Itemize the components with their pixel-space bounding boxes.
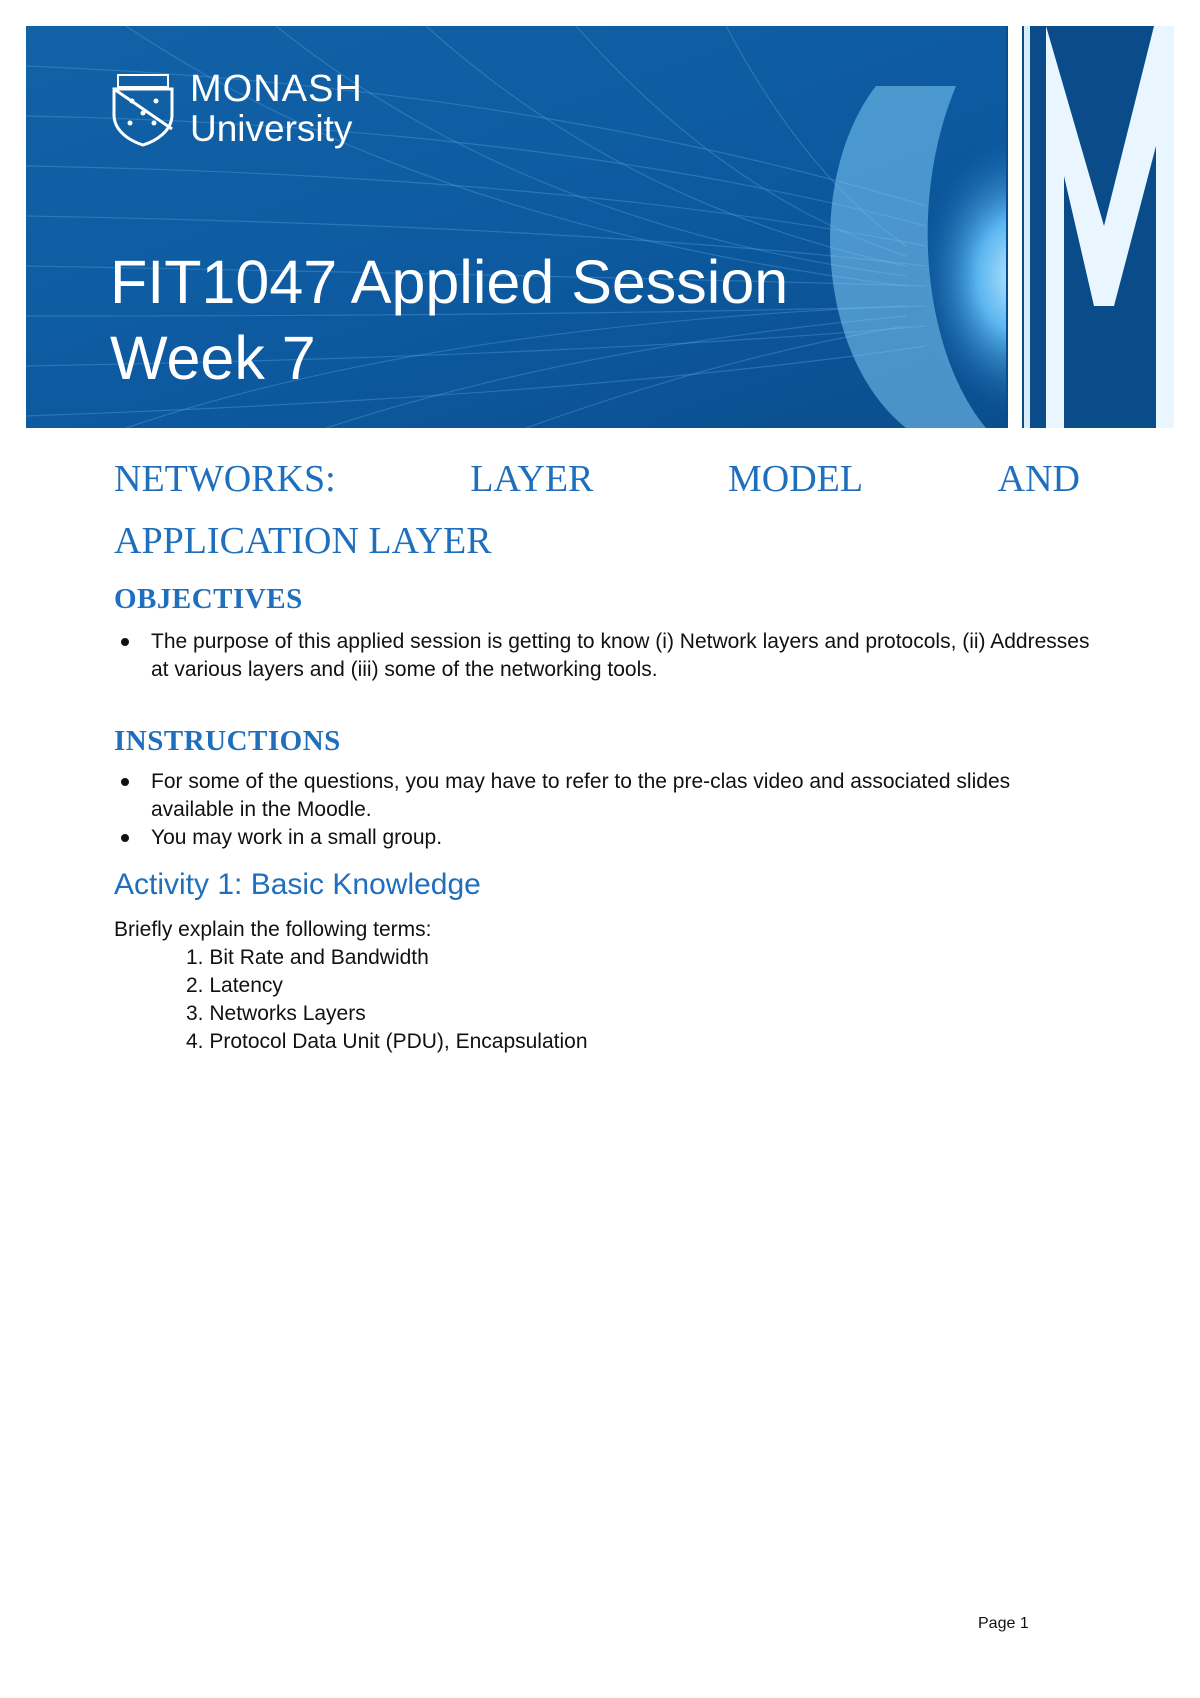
title-word-3: MODEL <box>727 458 864 500</box>
title-word-1: NETWORKS: <box>114 458 336 500</box>
activity-heading: Activity 1: Basic Knowledge <box>114 868 481 901</box>
university-name-line2: University <box>190 108 353 149</box>
university-crest-icon <box>110 71 176 147</box>
monash-m-graphic <box>1006 26 1174 428</box>
list-item: 1. Bit Rate and Bandwidth <box>186 946 429 969</box>
title-line2: APPLICATION LAYER <box>114 520 492 562</box>
university-name-line1: MONASH <box>190 68 363 110</box>
activity-intro: Briefly explain the following terms: <box>114 918 432 941</box>
instructions-heading: INSTRUCTIONS <box>114 725 341 757</box>
university-logo <box>110 70 363 147</box>
list-item: For some of the questions, you may have to refer to the pre-clas video and associated slides available in the Moodle. <box>114 768 1094 824</box>
objectives-list <box>114 628 1094 684</box>
banner-title <box>110 244 788 396</box>
header-banner <box>26 26 1174 428</box>
list-item: 3. Networks Layers <box>186 1002 366 1025</box>
page-number: Page 1 <box>978 1615 1029 1632</box>
list-item: You may work in a small group. <box>114 824 1094 852</box>
document-title <box>114 448 1080 572</box>
title-word-2: LAYER <box>470 458 594 500</box>
banner-title-line2: Week 7 <box>110 324 316 392</box>
terms-list <box>186 944 588 1056</box>
objectives-heading: OBJECTIVES <box>114 583 303 615</box>
list-item: The purpose of this applied session is getting to know (i) Network layers and protocols, (ii) Addresses at various layers and (iii) some of the networking tools. <box>114 628 1094 684</box>
list-item: 4. Protocol Data Unit (PDU), Encapsulation <box>186 1030 588 1053</box>
title-word-4: AND <box>997 458 1080 500</box>
list-item: 2. Latency <box>186 974 283 997</box>
instructions-list <box>114 768 1094 852</box>
banner-title-line1: FIT1047 Applied Session <box>110 248 789 316</box>
